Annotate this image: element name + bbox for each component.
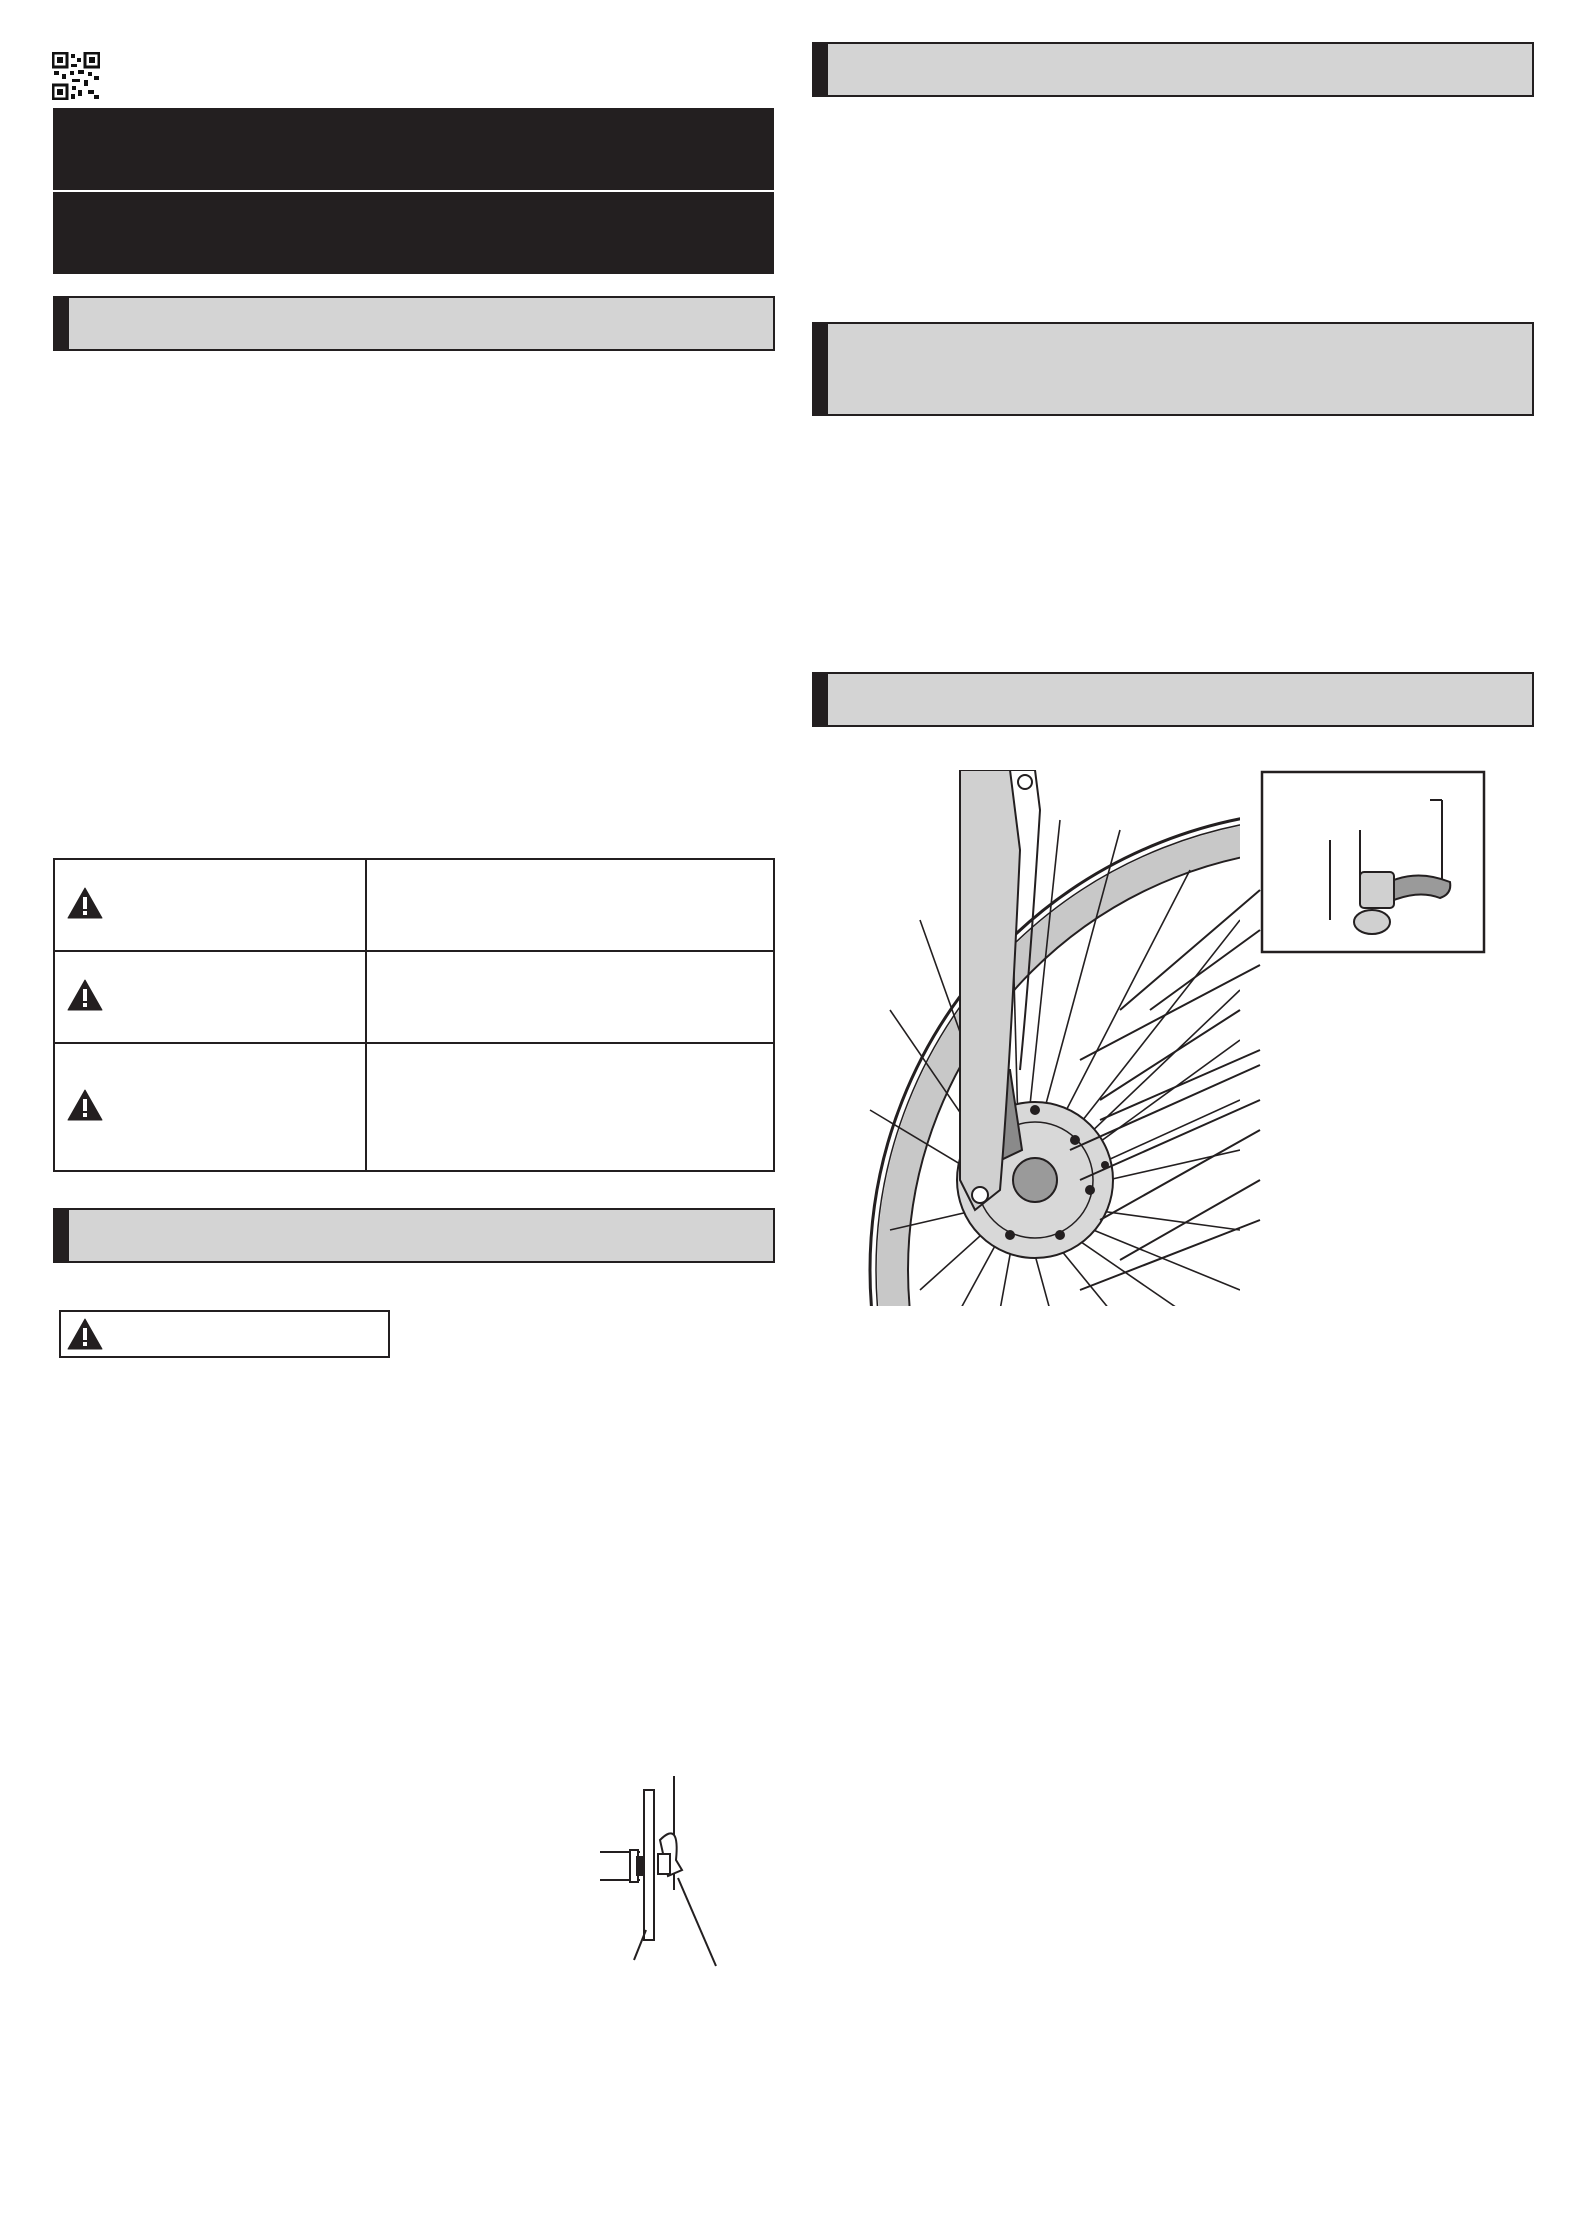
symbol-description — [366, 859, 774, 951]
title-band-top — [53, 108, 774, 190]
symbol-cell — [54, 859, 366, 951]
warning-triangle-icon — [67, 1089, 103, 1121]
warning-triangle-icon — [67, 979, 103, 1011]
hub-rotor-side-figure — [590, 1770, 730, 1970]
table-row — [54, 859, 774, 951]
section-header-right-2 — [812, 322, 1534, 416]
symbol-cell — [54, 1043, 366, 1171]
symbol-cell — [54, 951, 366, 1043]
section-header-right-1 — [812, 42, 1534, 97]
section-header-general-safety — [53, 296, 775, 351]
wheel-fork-illustration — [860, 770, 1500, 1310]
symbol-table — [53, 858, 775, 1172]
warning-triangle-icon — [67, 887, 103, 919]
table-row — [54, 951, 774, 1043]
title-band-bottom — [53, 192, 774, 274]
qr-code-icon — [52, 52, 100, 100]
warning-triangle-icon — [67, 1318, 103, 1350]
symbol-description — [366, 1043, 774, 1171]
section-header-safety — [53, 1208, 775, 1263]
warning-label-box — [59, 1310, 390, 1358]
table-row — [54, 1043, 774, 1171]
section-header-right-3 — [812, 672, 1534, 727]
symbol-description — [366, 951, 774, 1043]
